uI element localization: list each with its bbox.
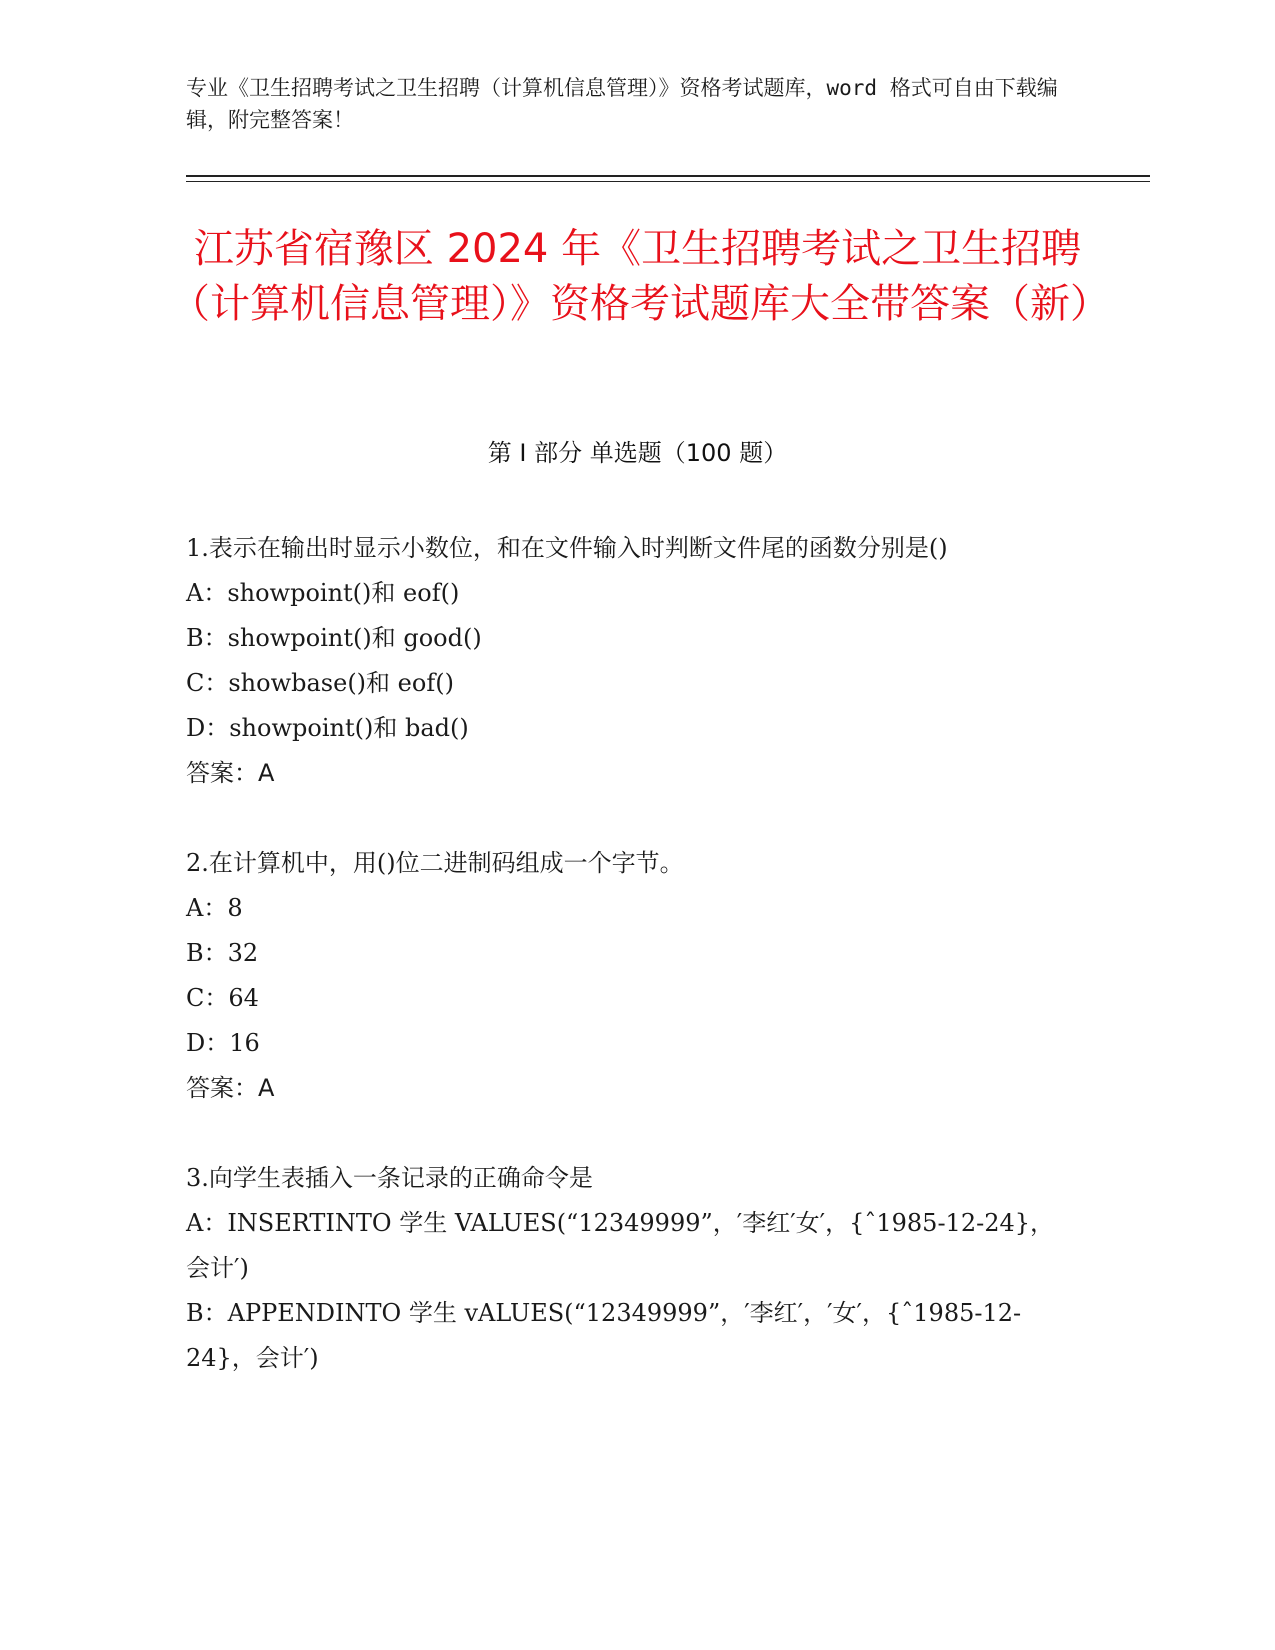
header-divider-thick xyxy=(186,175,1150,177)
option-c: C：64 xyxy=(186,984,259,1012)
header-divider-thin xyxy=(186,181,1150,182)
section-heading: 第 I 部分 单选题（100 题） xyxy=(487,439,788,467)
header-note: 专业《卫生招聘考试之卫生招聘（计算机信息管理）》资格考试题库，word 格式可自由下载编辑，附完整答案！ xyxy=(186,76,1058,132)
option-d: D：showpoint()和 bad() xyxy=(186,714,469,742)
question-stem: 3.向学生表插入一条记录的正确命令是 xyxy=(186,1164,593,1192)
option-b: B：32 xyxy=(186,939,259,967)
question-1 xyxy=(186,526,1066,796)
option-a: A：INSERTINTO 学生 VALUES(“12349999”，′李红′女′，{ˆ1985-12-24}，会计′) xyxy=(186,1209,1055,1282)
question-3 xyxy=(186,1156,1066,1381)
option-a: A：showpoint()和 eof() xyxy=(186,579,460,607)
option-b: B：showpoint()和 good() xyxy=(186,624,482,652)
option-d: D：16 xyxy=(186,1029,260,1057)
question-stem: 1.表示在输出时显示小数位，和在文件输入时判断文件尾的函数分别是() xyxy=(186,534,948,562)
option-c: C：showbase()和 eof() xyxy=(186,669,454,697)
question-list xyxy=(186,526,1066,1426)
question-stem: 2.在计算机中，用()位二进制码组成一个字节。 xyxy=(186,849,684,877)
option-b: B：APPENDINTO 学生 vALUES(“12349999”，′李红′，′女′，{ˆ1985-12-24}，会计′) xyxy=(186,1299,1022,1372)
question-2 xyxy=(186,841,1066,1111)
answer-line: 答案：A xyxy=(186,759,275,787)
document-title: 江苏省宿豫区 2024 年《卫生招聘考试之卫生招聘（计算机信息管理）》资格考试题库大全带答案（新） xyxy=(170,226,1110,327)
option-a: A：8 xyxy=(186,894,243,922)
answer-line: 答案：A xyxy=(186,1074,275,1102)
